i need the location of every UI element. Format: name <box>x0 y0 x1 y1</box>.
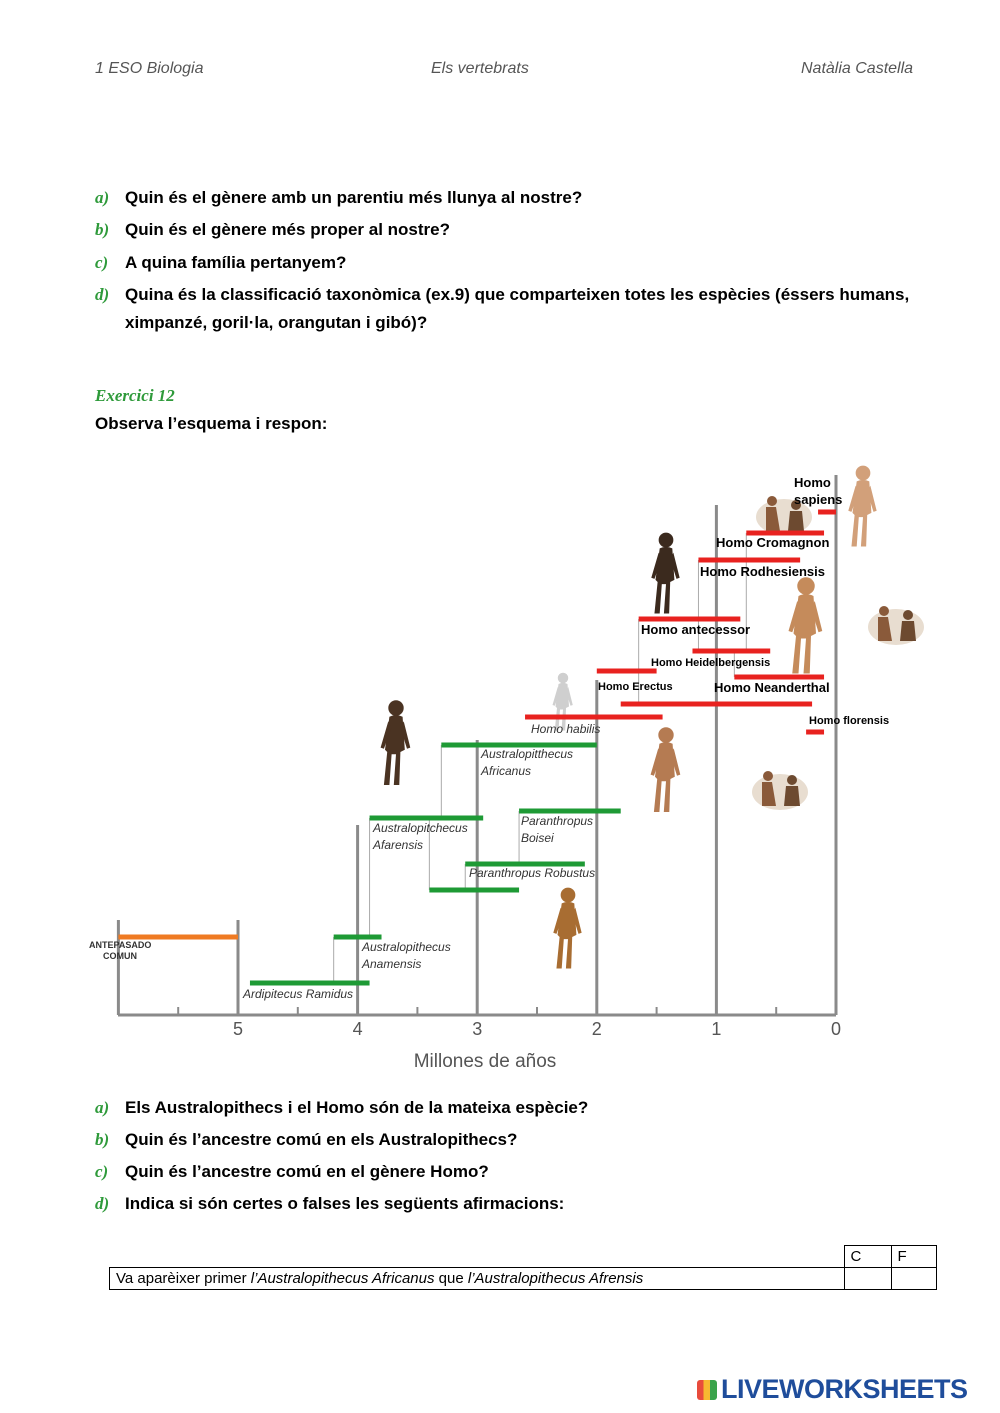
logo-text: LIVEWORKSHEETS <box>721 1374 968 1404</box>
species-label: Homo sapiens <box>794 475 843 507</box>
species-label: ANTEPASADO COMUN <box>89 940 152 961</box>
question-text: A quina família pertanyem? <box>125 253 347 272</box>
sapiens-figure-icon <box>848 466 876 547</box>
x-axis-label: Millones de años <box>413 1051 557 1072</box>
species-label: Homo Erectus <box>598 681 673 693</box>
species-label: Homo florensis <box>809 715 890 727</box>
question-bottom-d <box>95 1190 925 1218</box>
question-bottom-c <box>95 1158 925 1186</box>
true-false-table <box>109 1245 937 1290</box>
x-tick-label: 2 <box>591 1019 602 1039</box>
x-tick-label: 1 <box>711 1019 722 1039</box>
statement-species-1: l’Australopithecus Africanus <box>250 1270 435 1287</box>
neanderthal-figure-icon <box>789 577 823 673</box>
question-text: Quin és l’ancestre comú en els Australopithecs? <box>125 1130 518 1149</box>
x-tick-label: 3 <box>472 1019 483 1039</box>
question-letter: a) <box>95 188 110 207</box>
habilis-figure-icon <box>651 727 681 812</box>
question-letter: a) <box>95 1098 110 1117</box>
species-label: Homo antecessor <box>641 622 751 637</box>
question-text: Indica si són certes o falses les següents afirmacions: <box>125 1194 565 1213</box>
species-label: Australopitchecus Afarensis <box>373 821 468 852</box>
species-label: Homo Rodhesiensis <box>700 564 825 579</box>
question-text: Quin és l’ancestre comú en el gènere Homo? <box>125 1162 489 1181</box>
question-text: Els Australopithecs i el Homo són de la mateixa espècie? <box>125 1098 589 1117</box>
x-tick-label: 5 <box>232 1019 244 1039</box>
statement-prefix: Va aparèixer primer <box>116 1270 251 1287</box>
answer-cell-true[interactable] <box>844 1268 891 1290</box>
evolution-timeline-chart <box>0 440 1000 1080</box>
column-header-f: F <box>891 1246 936 1268</box>
statement-mid: que <box>434 1270 468 1287</box>
question-text: Quina és la classificació taxonòmica (ex.9) que comparteixen totes les espècies (éssers humans, ximpanzé, goril·la, orangutan i gibó)? <box>125 285 910 332</box>
species-label: Homo Cromagnon <box>716 535 830 550</box>
logo-icon <box>697 1380 717 1400</box>
question-top-a <box>95 184 925 212</box>
question-text: Quin és el gènere amb un parentiu més llunya al nostre? <box>125 188 583 207</box>
header-subject: 1 ESO Biologia <box>95 60 204 77</box>
header-topic: Els vertebrats <box>431 60 529 77</box>
ape-figure-icon <box>381 700 411 785</box>
species-label: Ardipitecus Ramidus <box>243 987 354 1001</box>
question-letter: c) <box>95 253 109 272</box>
question-bottom-a <box>95 1094 925 1122</box>
species-label: Australopithecus Anamensis <box>362 940 451 971</box>
exercise-intro: Observa l’esquema i respon: <box>95 414 328 433</box>
table-row <box>110 1268 937 1290</box>
question-letter: d) <box>95 285 110 304</box>
x-tick-label: 4 <box>352 1019 363 1039</box>
question-top-c <box>95 249 925 277</box>
question-top-d <box>95 281 925 337</box>
question-letter: c) <box>95 1162 109 1181</box>
cave-scene-icon <box>868 606 924 645</box>
question-letter: b) <box>95 220 110 239</box>
species-label: Homo Heidelbergensis <box>651 657 771 669</box>
x-tick-label: 0 <box>830 1019 842 1039</box>
species-label: Australopitthecus Africanus <box>481 747 574 778</box>
group-scene-icon <box>752 771 808 810</box>
liveworksheets-logo <box>697 1374 968 1405</box>
paranthropus-figure-icon <box>553 888 581 969</box>
answer-cell-false[interactable] <box>891 1268 936 1290</box>
homo-erectus-figure-icon <box>651 533 679 614</box>
question-bottom-b <box>95 1126 925 1154</box>
statement-species-2: l’Australopithecus Afrensis <box>467 1270 644 1287</box>
species-label: Paranthropus Robustus <box>469 866 596 880</box>
question-letter: b) <box>95 1130 110 1149</box>
statement-cell <box>110 1268 845 1290</box>
question-top-b <box>95 216 925 244</box>
question-text: Quin és el gènere més proper al nostre? <box>125 220 450 239</box>
header-author: Natàlia Castella <box>801 60 914 77</box>
species-label: Homo habilis <box>531 722 601 736</box>
exercise-title: Exercici 12 <box>95 386 175 405</box>
question-letter: d) <box>95 1194 110 1213</box>
species-label: Paranthropus Boisei <box>521 814 594 845</box>
species-label: Homo Neanderthal <box>714 680 830 695</box>
column-header-c: C <box>844 1246 891 1268</box>
